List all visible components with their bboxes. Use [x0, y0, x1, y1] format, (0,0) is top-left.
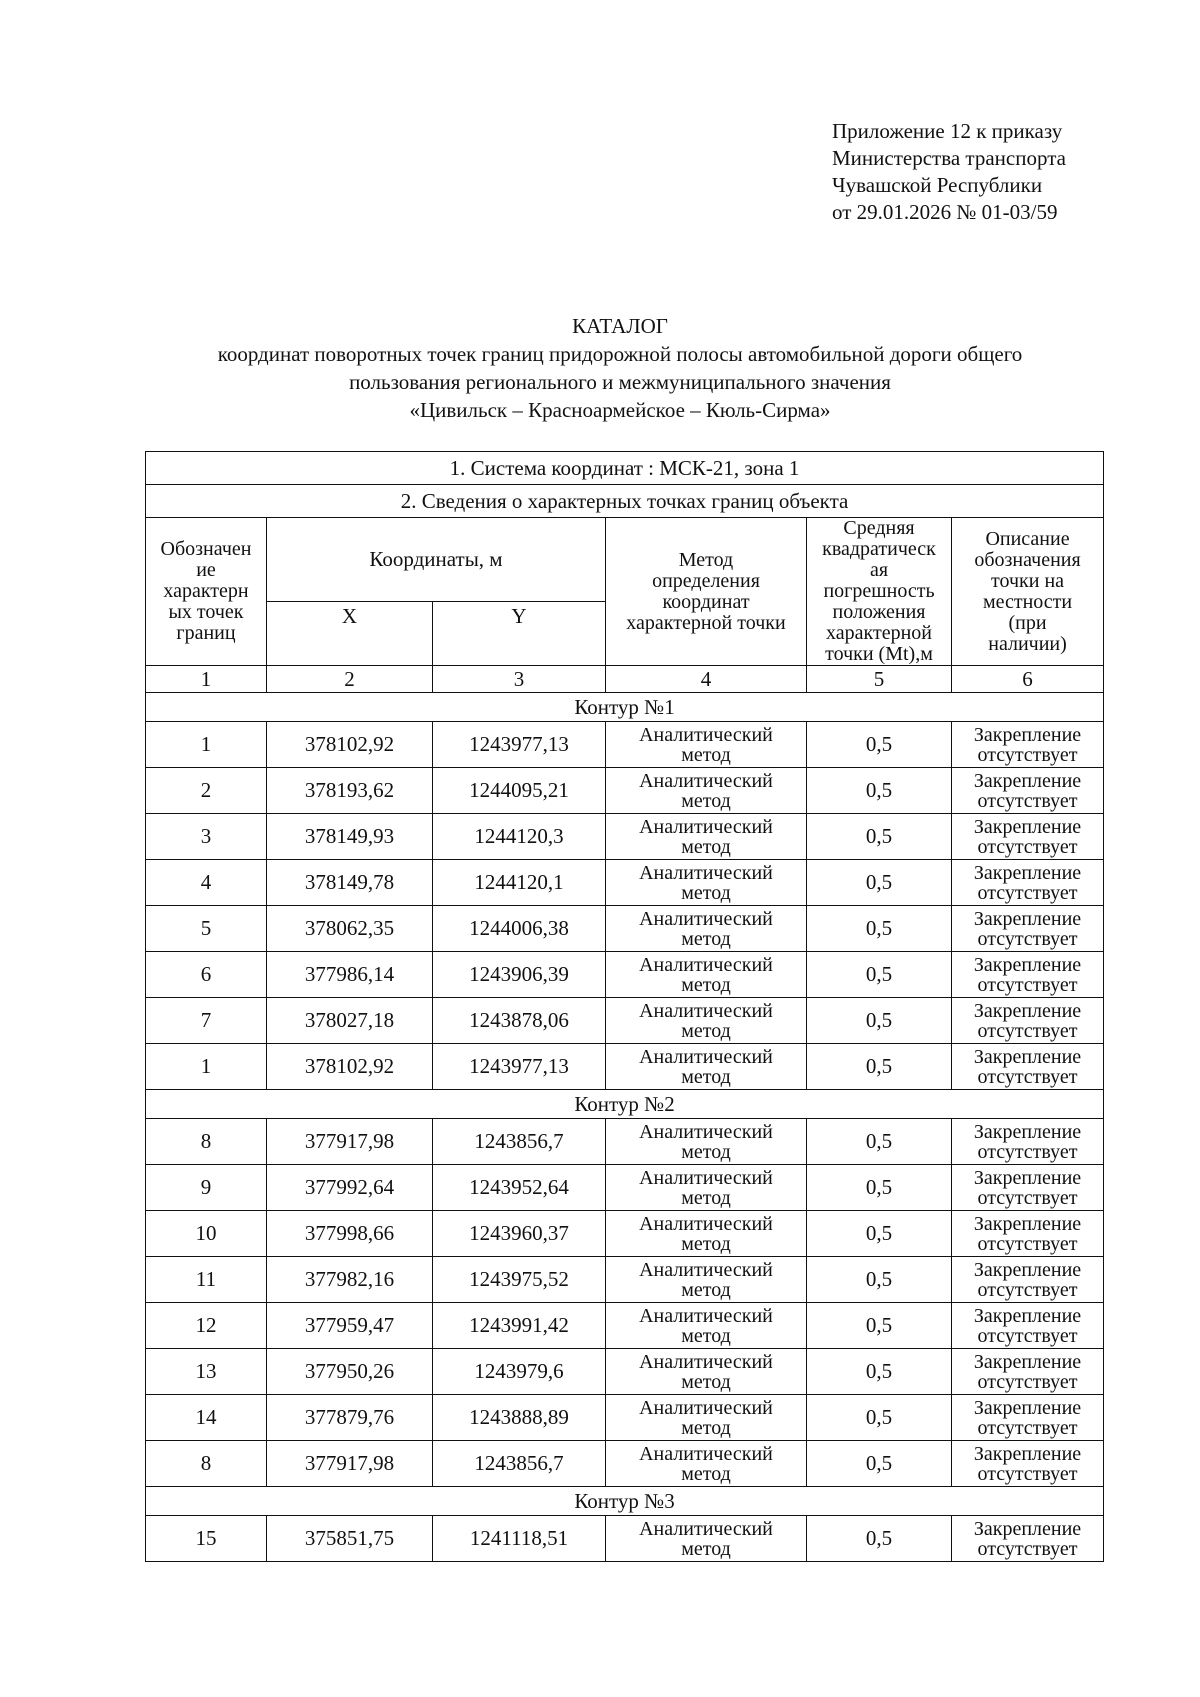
- coord-y: 1243906,39: [433, 952, 606, 998]
- method-text: метод: [681, 1416, 731, 1439]
- method-cell: [606, 722, 807, 768]
- point-number: 7: [146, 998, 267, 1044]
- description-text: Закрепление: [973, 1396, 1082, 1419]
- header-text: точки (Mt),м: [825, 643, 933, 665]
- header-method: [606, 518, 807, 666]
- header-text: Обозначен: [160, 538, 252, 560]
- point-number: 9: [146, 1165, 267, 1211]
- point-number: 8: [146, 1119, 267, 1165]
- description-cell: [952, 1303, 1104, 1349]
- point-number: 15: [146, 1516, 267, 1562]
- description-text: отсутствует: [977, 789, 1078, 812]
- method-text: Аналитический: [639, 953, 773, 976]
- coord-x: 377959,47: [267, 1303, 433, 1349]
- point-number: 13: [146, 1349, 267, 1395]
- method-text: Аналитический: [639, 769, 773, 792]
- method-text: метод: [681, 743, 731, 766]
- description-cell: [952, 860, 1104, 906]
- coord-x: 377917,98: [267, 1119, 433, 1165]
- description-text: отсутствует: [977, 1324, 1078, 1347]
- header-text: ых точек: [168, 601, 244, 623]
- description-text: Закрепление: [973, 769, 1082, 792]
- header-text: ие: [196, 559, 216, 581]
- title-line: пользования регионального и межмуниципального значения: [349, 370, 891, 394]
- coord-y: 1243975,52: [433, 1257, 606, 1303]
- point-number: 10: [146, 1211, 267, 1257]
- method-text: метод: [681, 1278, 731, 1301]
- header-text: Метод: [678, 548, 734, 571]
- coord-x: 378102,92: [267, 722, 433, 768]
- description-cell: [952, 1044, 1104, 1090]
- description-text: отсутствует: [977, 835, 1078, 858]
- method-text: Аналитический: [639, 1212, 773, 1235]
- coord-y: 1243960,37: [433, 1211, 606, 1257]
- coord-x: 377986,14: [267, 952, 433, 998]
- appendix-note: [832, 118, 1066, 226]
- method-text: Аналитический: [639, 1350, 773, 1373]
- header-text: наличии): [988, 632, 1067, 655]
- description-text: отсутствует: [977, 743, 1078, 766]
- coord-x: 378149,78: [267, 860, 433, 906]
- table-row: [146, 860, 1104, 906]
- method-cell: [606, 1441, 807, 1487]
- coord-x: 377982,16: [267, 1257, 433, 1303]
- appendix-line: Приложение 12 к приказу: [832, 119, 1063, 143]
- coord-y: 1243856,7: [433, 1119, 606, 1165]
- method-text: Аналитический: [639, 1258, 773, 1281]
- method-text: Аналитический: [639, 1442, 773, 1465]
- description-cell: [952, 952, 1104, 998]
- description-cell: [952, 1441, 1104, 1487]
- point-number: 11: [146, 1257, 267, 1303]
- point-number: 8: [146, 1441, 267, 1487]
- point-number: 2: [146, 768, 267, 814]
- header-text: определения: [652, 569, 760, 592]
- method-cell: [606, 906, 807, 952]
- description-text: Закрепление: [973, 1258, 1082, 1281]
- error-cell: 0,5: [807, 1516, 952, 1562]
- column-number: 2: [267, 666, 433, 693]
- error-cell: 0,5: [807, 814, 952, 860]
- point-number: 14: [146, 1395, 267, 1441]
- error-cell: 0,5: [807, 952, 952, 998]
- method-text: метод: [681, 1065, 731, 1088]
- coord-x: 378062,35: [267, 906, 433, 952]
- point-number: 3: [146, 814, 267, 860]
- contour-header: Контур №3: [146, 1487, 1104, 1516]
- error-cell: 0,5: [807, 1303, 952, 1349]
- method-text: Аналитический: [639, 1120, 773, 1143]
- error-cell: 0,5: [807, 1395, 952, 1441]
- description-cell: [952, 1395, 1104, 1441]
- header-text: (при: [1008, 611, 1047, 634]
- point-number: 6: [146, 952, 267, 998]
- coordinates-table: [145, 451, 1104, 1562]
- header-text: точки на: [991, 569, 1065, 592]
- method-cell: [606, 1044, 807, 1090]
- description-text: отсутствует: [977, 927, 1078, 950]
- object-info-row: 2. Сведения о характерных точках границ объекта: [146, 485, 1104, 518]
- error-cell: 0,5: [807, 1044, 952, 1090]
- method-cell: [606, 768, 807, 814]
- coord-y: 1244095,21: [433, 768, 606, 814]
- description-cell: [952, 1211, 1104, 1257]
- header-text: квадратическ: [822, 538, 936, 560]
- header-designation: [146, 518, 267, 666]
- description-text: Закрепление: [973, 1120, 1082, 1143]
- description-text: отсутствует: [977, 1537, 1078, 1560]
- method-cell: [606, 1165, 807, 1211]
- header-description: [952, 518, 1104, 666]
- coord-x: 378102,92: [267, 1044, 433, 1090]
- description-text: отсутствует: [977, 1278, 1078, 1301]
- method-text: Аналитический: [639, 1396, 773, 1419]
- method-text: метод: [681, 1186, 731, 1209]
- description-cell: [952, 998, 1104, 1044]
- method-text: метод: [681, 881, 731, 904]
- method-text: метод: [681, 973, 731, 996]
- point-number: 1: [146, 722, 267, 768]
- table-row: [146, 1395, 1104, 1441]
- error-cell: 0,5: [807, 1349, 952, 1395]
- method-text: Аналитический: [639, 723, 773, 746]
- description-text: Закрепление: [973, 861, 1082, 884]
- coord-x: 378027,18: [267, 998, 433, 1044]
- table-row: [146, 768, 1104, 814]
- coord-y: 1244120,1: [433, 860, 606, 906]
- table-row: [146, 722, 1104, 768]
- table-row: [146, 1516, 1104, 1562]
- method-cell: [606, 1349, 807, 1395]
- table-row: [146, 1349, 1104, 1395]
- description-cell: [952, 768, 1104, 814]
- coord-y: 1243952,64: [433, 1165, 606, 1211]
- method-cell: [606, 1516, 807, 1562]
- description-text: Закрепление: [973, 723, 1082, 746]
- coord-x: 377992,64: [267, 1165, 433, 1211]
- description-text: Закрепление: [973, 1212, 1082, 1235]
- method-text: Аналитический: [639, 861, 773, 884]
- point-number: 5: [146, 906, 267, 952]
- error-cell: 0,5: [807, 1257, 952, 1303]
- method-cell: [606, 1257, 807, 1303]
- point-number: 4: [146, 860, 267, 906]
- method-cell: [606, 860, 807, 906]
- column-number: 1: [146, 666, 267, 693]
- title-line: координат поворотных точек границ придорожной полосы автомобильной дороги общего: [217, 342, 1023, 366]
- header-text: погрешность: [823, 580, 935, 602]
- coord-y: 1243991,42: [433, 1303, 606, 1349]
- method-text: метод: [681, 1232, 731, 1255]
- coord-x: 377917,98: [267, 1441, 433, 1487]
- header-text: характерн: [163, 580, 249, 602]
- description-cell: [952, 1516, 1104, 1562]
- description-cell: [952, 1119, 1104, 1165]
- method-text: Аналитический: [639, 815, 773, 838]
- description-text: отсутствует: [977, 1140, 1078, 1163]
- contour-header: Контур №1: [146, 693, 1104, 722]
- description-text: Закрепление: [973, 1442, 1082, 1465]
- coord-x: 378149,93: [267, 814, 433, 860]
- table-row: [146, 1044, 1104, 1090]
- header-text: Описание: [985, 527, 1070, 550]
- document-title: [140, 312, 1100, 424]
- table-row: [146, 998, 1104, 1044]
- method-text: метод: [681, 1370, 731, 1393]
- error-cell: 0,5: [807, 1441, 952, 1487]
- coord-x: 375851,75: [267, 1516, 433, 1562]
- header-x: X: [267, 602, 433, 666]
- description-text: отсутствует: [977, 1065, 1078, 1088]
- coord-y: 1243856,7: [433, 1441, 606, 1487]
- description-text: отсутствует: [977, 1462, 1078, 1485]
- description-text: отсутствует: [977, 1232, 1078, 1255]
- method-text: метод: [681, 835, 731, 858]
- description-text: отсутствует: [977, 1186, 1078, 1209]
- error-cell: 0,5: [807, 1211, 952, 1257]
- table-row: [146, 906, 1104, 952]
- coord-y: 1243977,13: [433, 722, 606, 768]
- appendix-line: от 29.01.2026 № 01-03/59: [832, 200, 1058, 224]
- coord-y: 1243977,13: [433, 1044, 606, 1090]
- description-text: Закрепление: [973, 953, 1082, 976]
- coord-x: 377998,66: [267, 1211, 433, 1257]
- method-text: Аналитический: [639, 1166, 773, 1189]
- coord-y: 1243888,89: [433, 1395, 606, 1441]
- error-cell: 0,5: [807, 1119, 952, 1165]
- description-text: отсутствует: [977, 1416, 1078, 1439]
- description-text: отсутствует: [977, 881, 1078, 904]
- header-text: ая: [869, 559, 889, 581]
- header-coordinates: Координаты, м: [267, 518, 606, 602]
- method-cell: [606, 1119, 807, 1165]
- appendix-line: Министерства транспорта: [832, 146, 1066, 170]
- header-text: границ: [176, 622, 236, 644]
- header-text: Средняя: [843, 517, 915, 539]
- coordinate-system-row: 1. Система координат : МСК-21, зона 1: [146, 452, 1104, 485]
- description-text: отсутствует: [977, 973, 1078, 996]
- table-row: [146, 1165, 1104, 1211]
- header-text: характерной точки: [626, 611, 786, 634]
- description-text: Закрепление: [973, 815, 1082, 838]
- description-text: отсутствует: [977, 1370, 1078, 1393]
- coord-y: 1244120,3: [433, 814, 606, 860]
- description-cell: [952, 1349, 1104, 1395]
- method-text: Аналитический: [639, 1304, 773, 1327]
- description-text: Закрепление: [973, 1350, 1082, 1373]
- header-text: положения: [832, 601, 926, 623]
- title-heading: КАТАЛОГ: [572, 314, 668, 338]
- column-number: 6: [952, 666, 1104, 693]
- coord-y: 1244006,38: [433, 906, 606, 952]
- description-cell: [952, 1165, 1104, 1211]
- method-text: метод: [681, 1140, 731, 1163]
- description-cell: [952, 814, 1104, 860]
- column-number: 5: [807, 666, 952, 693]
- method-text: метод: [681, 789, 731, 812]
- method-text: Аналитический: [639, 907, 773, 930]
- header-error: [807, 518, 952, 666]
- coord-x: 378193,62: [267, 768, 433, 814]
- description-text: отсутствует: [977, 1019, 1078, 1042]
- method-cell: [606, 1303, 807, 1349]
- table-row: [146, 814, 1104, 860]
- contour-header: Контур №2: [146, 1090, 1104, 1119]
- point-number: 12: [146, 1303, 267, 1349]
- description-text: Закрепление: [973, 1304, 1082, 1327]
- error-cell: 0,5: [807, 722, 952, 768]
- error-cell: 0,5: [807, 1165, 952, 1211]
- header-text: местности: [982, 590, 1073, 613]
- coord-y: 1243878,06: [433, 998, 606, 1044]
- method-cell: [606, 998, 807, 1044]
- description-text: Закрепление: [973, 1166, 1082, 1189]
- table-row: [146, 1211, 1104, 1257]
- error-cell: 0,5: [807, 998, 952, 1044]
- method-cell: [606, 952, 807, 998]
- table-row: [146, 1441, 1104, 1487]
- method-text: метод: [681, 1537, 731, 1560]
- header-text: координат: [662, 590, 750, 613]
- method-cell: [606, 1211, 807, 1257]
- column-number: 3: [433, 666, 606, 693]
- error-cell: 0,5: [807, 768, 952, 814]
- description-text: Закрепление: [973, 999, 1082, 1022]
- coord-y: 1241118,51: [433, 1516, 606, 1562]
- coord-x: 377879,76: [267, 1395, 433, 1441]
- coord-y: 1243979,6: [433, 1349, 606, 1395]
- title-line: «Цивильск – Красноармейское – Кюль-Сирма»: [409, 398, 831, 422]
- method-text: метод: [681, 1019, 731, 1042]
- method-text: метод: [681, 1324, 731, 1347]
- description-cell: [952, 1257, 1104, 1303]
- table-row: [146, 1119, 1104, 1165]
- method-text: Аналитический: [639, 1045, 773, 1068]
- column-number: 4: [606, 666, 807, 693]
- error-cell: 0,5: [807, 906, 952, 952]
- description-text: Закрепление: [973, 1517, 1082, 1540]
- coord-x: 377950,26: [267, 1349, 433, 1395]
- method-text: метод: [681, 927, 731, 950]
- header-text: характерной: [826, 622, 932, 644]
- method-cell: [606, 814, 807, 860]
- table-row: [146, 952, 1104, 998]
- table-row: [146, 1303, 1104, 1349]
- error-cell: 0,5: [807, 860, 952, 906]
- method-text: Аналитический: [639, 1517, 773, 1540]
- table-row: [146, 1257, 1104, 1303]
- method-text: метод: [681, 1462, 731, 1485]
- header-y: Y: [433, 602, 606, 666]
- method-text: Аналитический: [639, 999, 773, 1022]
- description-text: Закрепление: [973, 1045, 1082, 1068]
- method-cell: [606, 1395, 807, 1441]
- description-cell: [952, 722, 1104, 768]
- description-cell: [952, 906, 1104, 952]
- appendix-line: Чувашской Республики: [832, 173, 1043, 197]
- point-number: 1: [146, 1044, 267, 1090]
- header-text: обозначения: [974, 548, 1081, 571]
- description-text: Закрепление: [973, 907, 1082, 930]
